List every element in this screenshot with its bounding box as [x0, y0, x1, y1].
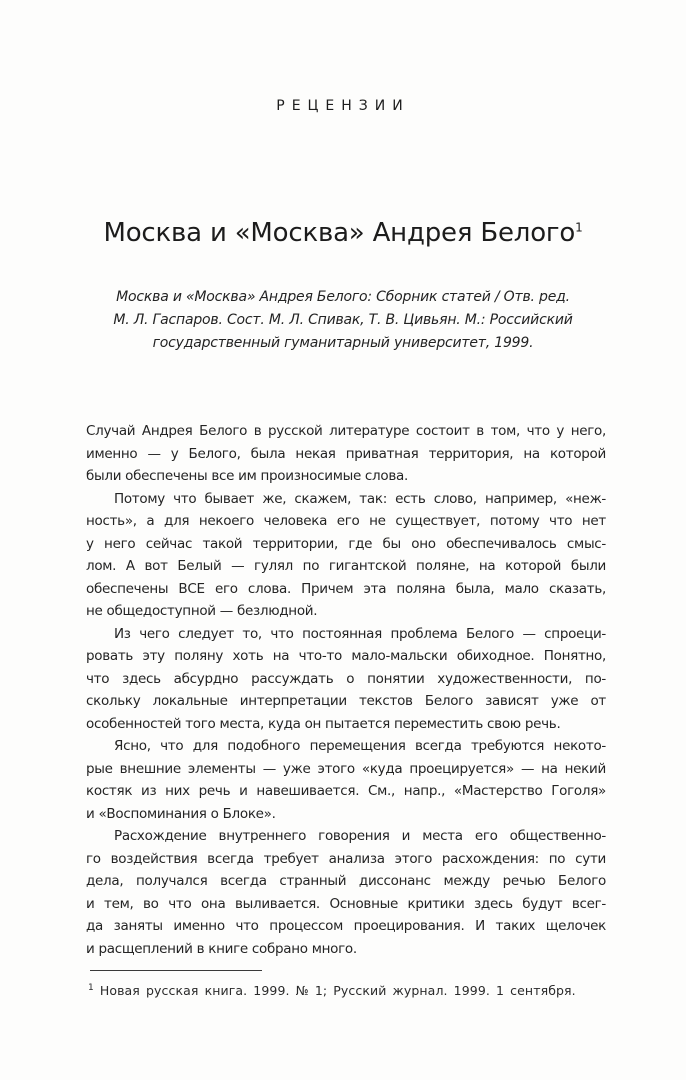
paragraph	[86, 420, 606, 488]
body-line: и «Воспоминания о Блоке».	[86, 805, 276, 822]
body-line: Расхождение внутреннего говорения и места его общественно-	[114, 828, 606, 844]
body-line: да заняты именно что процессом проецирования. И таких щелочек	[86, 918, 606, 934]
footnote-text: Новая русская книга. 1999. № 1; Русский журнал. 1999. 1 сентября.	[99, 983, 576, 998]
bibliography-block	[83, 286, 603, 355]
body-line: у него сейчас такой территории, где бы оно обеспечивалось смыс-	[86, 535, 606, 552]
body-line: Потому что бывает же, скажем, так: есть слово, например, «неж-	[114, 490, 606, 507]
body-line: Случай Андрея Белого в русской литературе состоит в том, что у него,	[86, 423, 606, 439]
body-line: не общедоступной — безлюдной.	[86, 603, 318, 619]
body-line: именно — у Белого, была некая приватная территория, на которой	[86, 445, 606, 462]
bibliography-line: Москва и «Москва» Андрея Белого: Сборник статей / Отв. ред.	[116, 289, 570, 305]
article-title	[0, 218, 686, 248]
paragraph	[86, 623, 606, 736]
bibliography-line: государственный гуманитарный университет, 1999.	[152, 335, 534, 351]
body-line: го воздействия всегда требует анализа этого расхождения: по сути	[86, 850, 606, 867]
body-line: особенностей того места, куда он пытается переместить свою речь.	[86, 715, 561, 732]
footnote-rule	[90, 970, 262, 971]
running-head: РЕЦЕНЗИИ	[276, 98, 410, 114]
body-line: и расщеплений в книге собрано много.	[86, 940, 357, 957]
footnote-reference: 1	[575, 220, 583, 235]
body-line: лом. А вот Белый — гулял по гигантской поляне, на которой были	[86, 558, 606, 574]
body-line: рые внешние элементы — уже этого «куда проецируется» — на некий	[86, 760, 606, 777]
footnote	[88, 982, 628, 1000]
body-line: ность», а для некоего человека его не существует, потому что нет	[86, 513, 606, 529]
paragraph	[86, 735, 606, 825]
body-line: что здесь абсурдно рассуждать о понятии художественности, по-	[86, 670, 606, 687]
footnote-marker: 1	[88, 982, 94, 993]
body-line: скольку локальные интерпретации текстов Белого зависят уже от	[86, 693, 606, 709]
review-body	[86, 420, 606, 960]
body-line: костяк из них речь и навешивается. См., напр., «Мастерство Гоголя»	[86, 783, 606, 799]
body-line: ровать эту поляну хоть на что-то мало-мальски обиходное. Понятно,	[86, 648, 606, 664]
paragraph	[86, 488, 606, 623]
body-line: и тем, во что она выливается. Основные критики здесь будут всег-	[86, 895, 606, 912]
paragraph	[86, 825, 606, 960]
bibliography-line: М. Л. Гаспаров. Сост. М. Л. Спивак, Т. В. Цивьян. М.: Российский	[113, 312, 573, 328]
body-line: дела, получался всегда странный диссонанс между речью Белого	[86, 873, 606, 889]
body-line: были обеспечены все им произносимые слова.	[86, 468, 408, 484]
body-line: Из чего следует то, что постоянная проблема Белого — спроеци-	[114, 625, 606, 642]
article-title-text: Москва и «Москва» Андрея Белого	[103, 218, 576, 248]
body-line: обеспечены ВСЕ его слова. Причем эта поляна была, мало сказать,	[86, 580, 606, 597]
body-line: Ясно, что для подобного перемещения всегда требуются некото-	[114, 738, 606, 754]
